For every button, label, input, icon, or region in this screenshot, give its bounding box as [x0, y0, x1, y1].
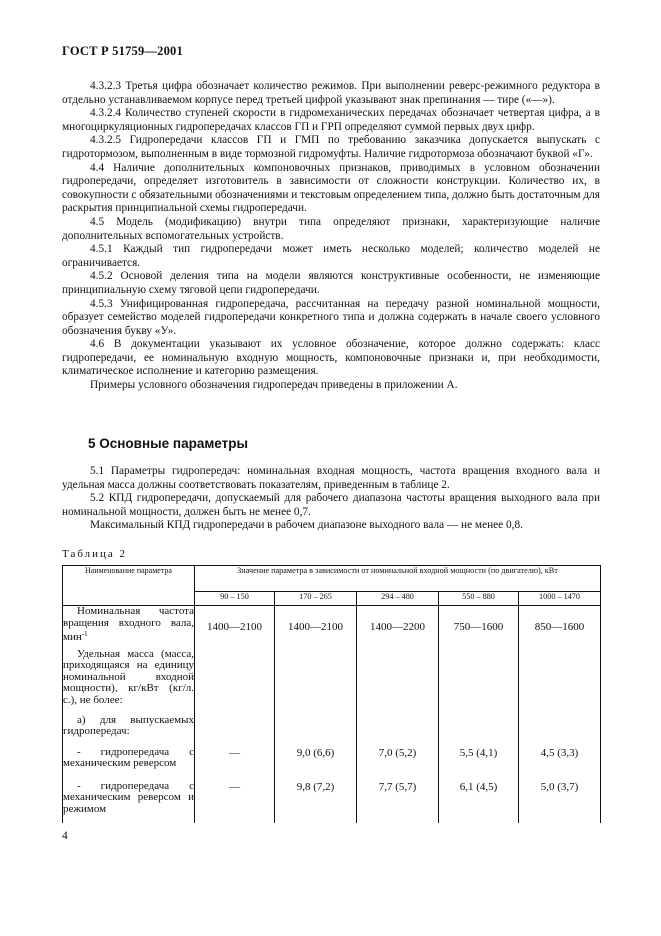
paragraph: 5.2 КПД гидропередачи, допускаемый для рабочего диапазона частоты вращения выходного вала при номинальной мощности, должен быть не менее 0,7. [62, 492, 600, 518]
power-range-header: 170 – 265 [275, 592, 357, 606]
power-range-header: 1000 – 1470 [519, 592, 601, 606]
document-header: ГОСТ Р 51759—2001 [62, 44, 183, 58]
value-cell [275, 649, 357, 715]
value-cell [357, 715, 439, 747]
value-cell [439, 649, 519, 715]
value-cell [357, 649, 439, 715]
value-cell: 1400—2100 [195, 606, 275, 649]
paragraph: 4.3.2.4 Количество ступеней скорости в гидромеханических передачах обозначает четвертая цифра, а в многоциркуляционных гидропередачах классов ГП и ГРП определяют суммой первых двух цифр. [62, 107, 600, 133]
paragraph: 4.5 Модель (модификацию) внутри типа определяют признаки, характеризующие наличие дополнительных вспомогательных устройств. [62, 215, 600, 242]
section-title: 5 Основные параметры [88, 436, 249, 451]
value-cell: 5,0 (3,7) [519, 781, 601, 823]
power-range-header: 90 – 150 [195, 592, 275, 606]
power-range-header: 550 – 880 [439, 592, 519, 606]
parameter-name-cell [63, 781, 195, 823]
value-cell: 7,0 (5,2) [357, 747, 439, 781]
value-cell [275, 715, 357, 747]
table-row [63, 747, 601, 781]
value-cell: 9,0 (6,6) [275, 747, 357, 781]
table-row [63, 649, 601, 715]
parameter-name [63, 606, 194, 644]
parameter-name: Удельная масса (масса, приходящаяся на единицу номинальной входной мощности), кг/кВт (кг/л. с.), не более: [63, 647, 194, 706]
value-cell: 1400—2100 [275, 606, 357, 649]
table-row [63, 715, 601, 747]
value-cell: 750—1600 [439, 606, 519, 649]
paragraph: 4.3.2.5 Гидропередачи классов ГП и ГМП по требованию заказчика допускается выпускать с гидротормозом, выполненным в виде тормозной гидромуфты. Наличие гидротормоза обозначают буквой «Г». [62, 134, 600, 160]
value-cell [519, 715, 601, 747]
parameter-name: - гидропередача с механическим реверсом и режимом [63, 779, 194, 815]
table-caption: Таблица 2 [62, 548, 128, 560]
parameters-table [62, 565, 601, 823]
paragraph: 4.5.3 Унифицированная гидропередача, рассчитанная на передачу разной номинальной мощности, образует семейство моделей гидропередачи конкретного типа и должна содержать в начале своего условного обозначения букву «У». [62, 297, 600, 337]
value-cell [519, 649, 601, 715]
parameter-name-text: Номинальная частота вращения входного вала, мин [63, 605, 194, 644]
mid-text-block [62, 465, 600, 533]
value-cell [439, 715, 519, 747]
parameter-name: а) для выпускаемых гидропередач: [63, 713, 194, 738]
value-cell [195, 715, 275, 747]
value-cell: 850—1600 [519, 606, 601, 649]
value-cell: 4,5 (3,3) [519, 747, 601, 781]
parameter-name-header: Наименование параметра [63, 566, 195, 606]
value-cell: — [195, 781, 275, 823]
page-number: 4 [62, 830, 68, 842]
paragraph: 5.1 Параметры гидропередач: номинальная входная мощность, частота вращения входного вала и удельная масса должны соответствовать показателям, приведенным в таблице 2. [62, 465, 600, 491]
value-cell: 1400—2200 [357, 606, 439, 649]
top-text-block [62, 80, 600, 393]
value-group-header: Значение параметра в зависимости от номинальной входной мощности (по двигателю), кВт [195, 566, 601, 592]
table-row [63, 606, 601, 649]
power-range-header: 294 – 480 [357, 592, 439, 606]
parameter-name-cell [63, 715, 195, 747]
paragraph: 4.3.2.3 Третья цифра обозначает количество режимов. При выполнении реверс-режимного редуктора в отдельно устанавливаемом корпусе перед третьей цифрой указывают знак препинания — тире («—»). [62, 80, 600, 106]
value-cell [195, 649, 275, 715]
parameter-name-cell [63, 649, 195, 715]
value-cell: 6,1 (4,5) [439, 781, 519, 823]
parameter-name-cell [63, 606, 195, 649]
paragraph: Максимальный КПД гидропередачи в рабочем диапазоне выходного вала — не менее 0,8. [90, 519, 523, 532]
parameter-name: - гидропередача с механическим реверсом [63, 745, 194, 770]
value-cell: 5,5 (4,1) [439, 747, 519, 781]
value-cell: — [195, 747, 275, 781]
paragraph: 4.4 Наличие дополнительных компоновочных признаков, приводимых в условном обозначении гидропередачи, определяет изготовитель в зависимости от сложности конструкции. Количество их, в совокупности с обязательными обозначениями и текстовым определением типа, должно быть достаточным для раскрытия принципиальной схемы гидропередачи. [62, 161, 600, 215]
value-cell: 9,8 (7,2) [275, 781, 357, 823]
paragraph: 4.5.1 Каждый тип гидропередачи может иметь несколько моделей; количество моделей не ограничивается. [62, 243, 600, 269]
paragraph: 4.6 В документации указывают их условное обозначение, которое должно содержать: класс гидропередачи, ее номинальную входную мощность, компоновочные признаки и, при необходимости, климатическое исполнение и категорию размещения. [62, 338, 600, 378]
value-cell: 7,7 (5,7) [357, 781, 439, 823]
parameter-name-cell [63, 747, 195, 781]
unit-exponent: -1 [81, 630, 88, 639]
paragraph: Примеры условного обозначения гидропередач приведены в приложении А. [90, 379, 458, 392]
table-row [63, 781, 601, 823]
paragraph: 4.5.2 Основой деления типа на модели являются конструктивные особенности, не изменяющие принципиальную схему тяговой цепи гидропередачи. [62, 270, 600, 296]
